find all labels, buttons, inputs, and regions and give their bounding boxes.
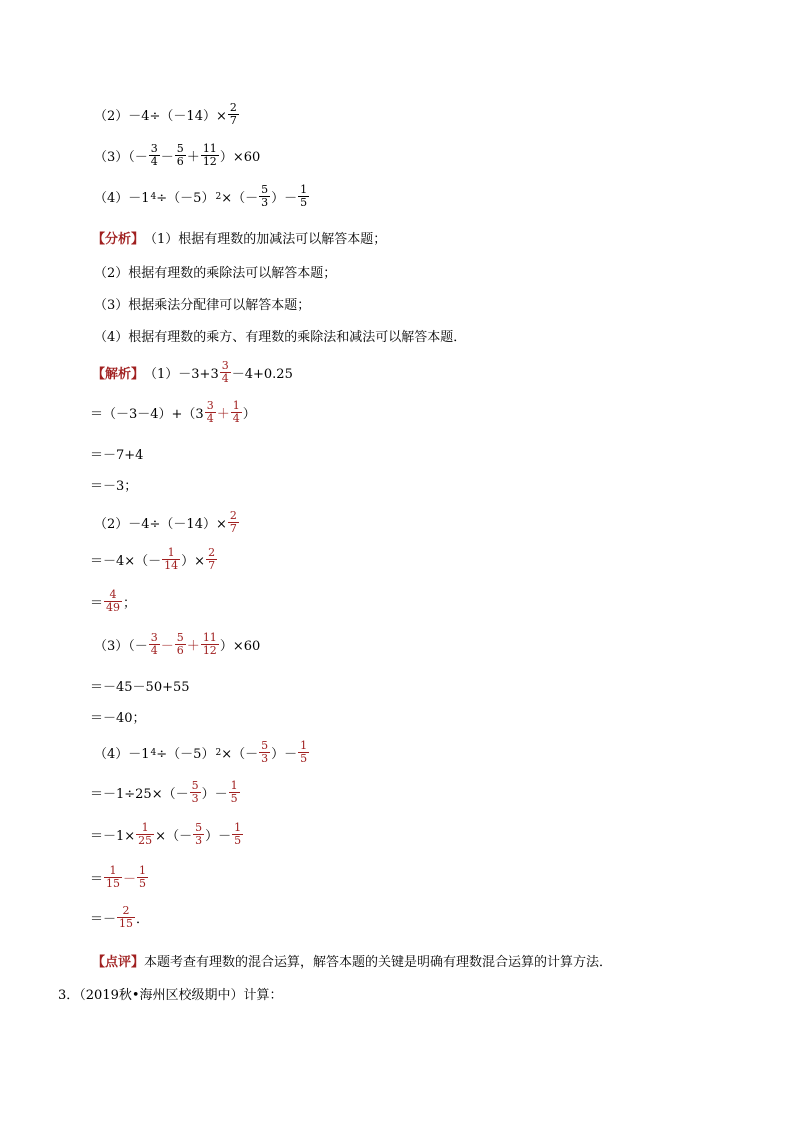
analysis-line-1 xyxy=(92,228,386,247)
text: ＝－4×（－ xyxy=(90,554,162,569)
text: （4）－1 xyxy=(94,191,150,206)
comment xyxy=(92,951,612,970)
comment-tag: 【点评】 xyxy=(92,955,145,970)
analysis-line-2 xyxy=(94,262,336,281)
text: ÷（－5） xyxy=(156,747,215,762)
solution-2a xyxy=(94,510,240,535)
solution-tag: 【解析】 xyxy=(92,367,145,382)
text: ）－ xyxy=(201,787,228,802)
exponent: 2 xyxy=(215,747,222,758)
text: ＝ xyxy=(90,872,104,887)
text: （3）根据乘法分配律可以解答本题； xyxy=(94,298,311,313)
text: ＋ xyxy=(186,639,200,654)
solution-4e xyxy=(90,905,149,930)
text: ＝－7+4 xyxy=(90,448,144,463)
fraction: $\frac{11}{12}$ xyxy=(202,631,217,657)
analysis-tag: 【分析】 xyxy=(92,232,145,247)
text: －4+0.25 xyxy=(231,367,293,382)
problem-2 xyxy=(94,102,240,127)
solution-1b xyxy=(90,400,256,425)
text: （4）根据有理数的乘方、有理数的乘除法和减法可以解答本题． xyxy=(94,330,467,345)
text: － xyxy=(160,639,174,654)
text: ）－ xyxy=(271,191,298,206)
analysis-line-3 xyxy=(94,294,310,313)
text: ＝－ xyxy=(90,912,117,927)
text: ＝ xyxy=(90,596,104,611)
text: （2）－4÷（－14）× xyxy=(94,517,227,532)
problem-3 xyxy=(94,143,260,168)
fraction: $\frac{2}{7}$ xyxy=(208,546,216,572)
exponent: 2 xyxy=(215,191,222,202)
solution-4a xyxy=(94,740,310,765)
fraction: $\frac{3}{4}$ xyxy=(221,359,229,385)
text: － xyxy=(123,872,137,887)
fraction: $\frac{1}{14}$ xyxy=(164,546,179,572)
fraction: $\frac{5}{3}$ xyxy=(191,779,199,805)
solution-4d xyxy=(90,865,149,890)
fraction: $\frac{3}{4}$ xyxy=(206,399,214,425)
solution-4c xyxy=(90,822,244,847)
fraction: $\frac{3}{4}$ xyxy=(150,631,158,657)
text: （2）根据有理数的乘除法可以解答本题； xyxy=(94,266,337,281)
fraction: $\frac{1}{5}$ xyxy=(230,779,238,805)
solution-1d xyxy=(90,475,137,494)
fraction: $\frac{11}{12}$ xyxy=(202,142,217,168)
fraction: $\frac{2}{7}$ xyxy=(229,101,237,127)
text: （1）－3+3 xyxy=(144,367,219,382)
text: ＋ xyxy=(186,150,200,165)
fraction: $\frac{5}{3}$ xyxy=(195,821,203,847)
text: ＝－3； xyxy=(90,479,138,494)
text: ）×60 xyxy=(219,150,261,165)
text: ＝－1÷25×（－ xyxy=(90,787,189,802)
next-question-text: 3．（2019秋•海州区校级期中）计算： xyxy=(58,988,283,1003)
text: ×（－ xyxy=(221,191,259,206)
text: ×（－ xyxy=(155,829,193,844)
text: ． xyxy=(136,912,150,927)
fraction: $\frac{2}{15}$ xyxy=(119,904,134,930)
text: ） xyxy=(242,407,256,422)
fraction: $\frac{5}{3}$ xyxy=(261,183,269,209)
solution-1c xyxy=(90,444,143,463)
exponent: 4 xyxy=(150,747,157,758)
text: （4）－1 xyxy=(94,747,150,762)
text: （2）－4÷（－14）× xyxy=(94,109,227,124)
text: ÷（－5） xyxy=(156,191,215,206)
solution-4b xyxy=(90,780,241,805)
text: （3）（－ xyxy=(94,639,148,654)
analysis-line-4 xyxy=(94,326,466,345)
text: ）× xyxy=(181,554,206,569)
text: ； xyxy=(123,596,137,611)
text: ＝－40； xyxy=(90,711,146,726)
fraction: $\frac{1}{5}$ xyxy=(300,183,308,209)
text: ×（－ xyxy=(221,747,259,762)
text: ＝－45－50+55 xyxy=(90,680,190,695)
solution-2c xyxy=(90,589,136,614)
fraction: $\frac{1}{15}$ xyxy=(106,864,121,890)
text: （3）（－ xyxy=(94,150,148,165)
solution-2b xyxy=(90,547,218,572)
fraction: $\frac{1}{5}$ xyxy=(234,821,242,847)
text: ）－ xyxy=(205,829,232,844)
text: ）×60 xyxy=(219,639,261,654)
fraction: $\frac{3}{4}$ xyxy=(150,142,158,168)
text: ＝（－3－4）+（3 xyxy=(90,407,204,422)
solution-1a xyxy=(92,360,293,385)
text: （1）根据有理数的加减法可以解答本题； xyxy=(144,232,387,247)
text: ＝－1× xyxy=(90,829,136,844)
solution-3b xyxy=(90,676,190,695)
fraction: $\frac{2}{7}$ xyxy=(229,509,237,535)
fraction: $\frac{5}{6}$ xyxy=(176,142,184,168)
solution-3a xyxy=(94,632,260,657)
fraction: $\frac{5}{3}$ xyxy=(261,739,269,765)
fraction: $\frac{1}{5}$ xyxy=(139,864,147,890)
text: ）－ xyxy=(271,747,298,762)
fraction: $\frac{1}{25}$ xyxy=(138,821,153,847)
comment-text: 本题考查有理数的混合运算，解答本题的关键是明确有理数混合运算的计算方法． xyxy=(144,955,613,970)
next-question xyxy=(58,984,283,1003)
fraction: $\frac{1}{5}$ xyxy=(300,739,308,765)
problem-4 xyxy=(94,184,310,209)
fraction: $\frac{5}{6}$ xyxy=(176,631,184,657)
fraction: $\frac{4}{49}$ xyxy=(106,588,121,614)
solution-3c xyxy=(90,707,146,726)
exponent: 4 xyxy=(150,191,157,202)
text: － xyxy=(160,150,174,165)
text: ＋ xyxy=(216,407,230,422)
fraction: $\frac{1}{4}$ xyxy=(232,399,240,425)
